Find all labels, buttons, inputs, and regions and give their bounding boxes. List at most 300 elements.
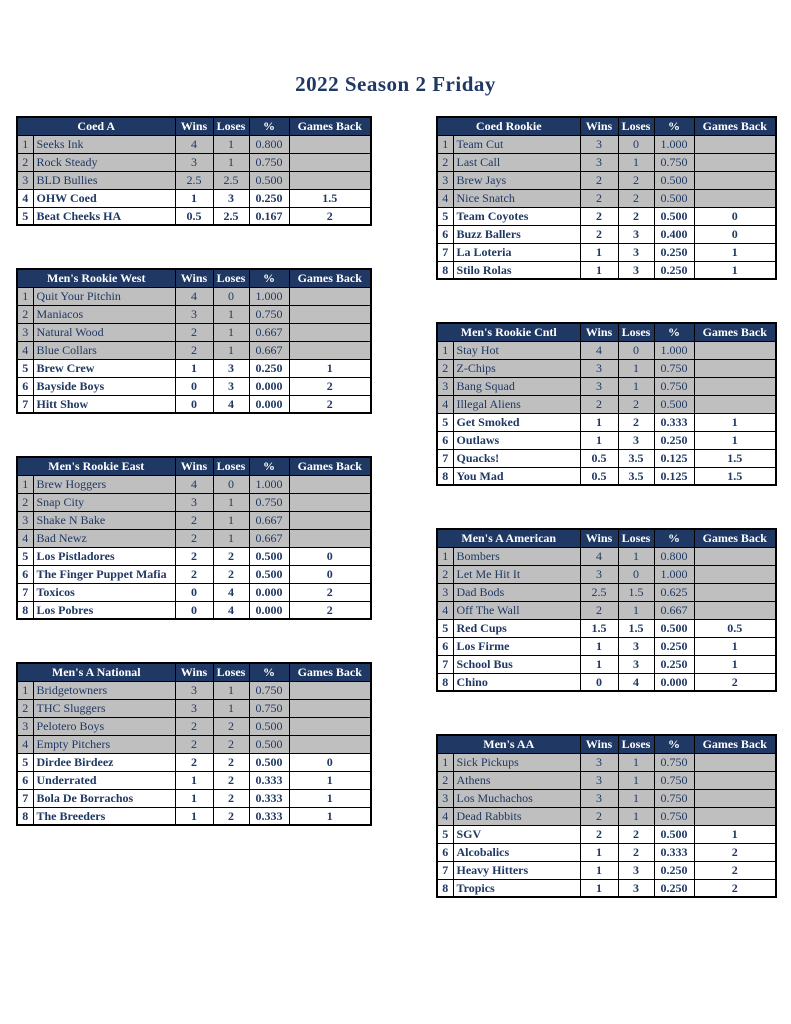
team-name-cell: Brew Jays xyxy=(453,171,580,189)
games-back-cell xyxy=(289,135,371,153)
pct-cell: 0.250 xyxy=(654,637,694,655)
loses-cell: 0 xyxy=(213,287,249,305)
column-header-loses: Loses xyxy=(618,323,654,341)
pct-cell: 0.250 xyxy=(654,861,694,879)
loses-cell: 3 xyxy=(618,861,654,879)
rank-cell: 3 xyxy=(437,583,453,601)
team-name-cell: Nice Snatch xyxy=(453,189,580,207)
column-header-loses: Loses xyxy=(213,663,249,681)
table-row xyxy=(437,789,776,807)
pct-cell: 0.333 xyxy=(249,771,289,789)
team-name-cell: Hitt Show xyxy=(33,395,175,413)
pct-cell: 0.667 xyxy=(249,511,289,529)
column-header-pct: % xyxy=(654,735,694,753)
rank-cell: 3 xyxy=(437,377,453,395)
games-back-cell: 0.5 xyxy=(694,619,776,637)
loses-cell: 1 xyxy=(213,511,249,529)
team-name-cell: Natural Wood xyxy=(33,323,175,341)
wins-cell: 3 xyxy=(175,153,213,171)
team-name-cell: The Finger Puppet Mafia xyxy=(33,565,175,583)
header-row xyxy=(17,117,371,135)
loses-cell: 1.5 xyxy=(618,583,654,601)
pct-cell: 0.000 xyxy=(249,395,289,413)
column-header-loses: Loses xyxy=(618,529,654,547)
table-row xyxy=(17,189,371,207)
standings-table-mens-rookie-cntl xyxy=(436,322,777,486)
wins-cell: 2 xyxy=(175,717,213,735)
pct-cell: 0.667 xyxy=(249,529,289,547)
table-row xyxy=(437,225,776,243)
games-back-cell: 1.5 xyxy=(694,449,776,467)
column-header-games-back: Games Back xyxy=(694,117,776,135)
loses-cell: 2 xyxy=(618,189,654,207)
wins-cell: 1 xyxy=(580,861,618,879)
table-row xyxy=(437,771,776,789)
loses-cell: 2 xyxy=(213,547,249,565)
pct-cell: 0.250 xyxy=(249,359,289,377)
table-row xyxy=(437,655,776,673)
team-name-cell: Let Me Hit It xyxy=(453,565,580,583)
column-header-games-back: Games Back xyxy=(694,323,776,341)
standings-table-mens-a-national xyxy=(16,662,372,826)
table-row xyxy=(17,771,371,789)
team-name-cell: Sick Pickups xyxy=(453,753,580,771)
table-row xyxy=(437,359,776,377)
table-row xyxy=(437,467,776,485)
table-row xyxy=(437,377,776,395)
pct-cell: 0.250 xyxy=(654,243,694,261)
table-row xyxy=(17,601,371,619)
loses-cell: 1 xyxy=(213,323,249,341)
rank-cell: 1 xyxy=(17,135,33,153)
pct-cell: 1.000 xyxy=(249,287,289,305)
pct-cell: 1.000 xyxy=(654,341,694,359)
pct-cell: 0.500 xyxy=(249,717,289,735)
left-column xyxy=(16,116,372,826)
rank-cell: 6 xyxy=(437,431,453,449)
rank-cell: 1 xyxy=(437,753,453,771)
division-title: Coed A xyxy=(17,117,175,135)
pct-cell: 0.500 xyxy=(654,825,694,843)
rank-cell: 5 xyxy=(17,207,33,225)
team-name-cell: Bayside Boys xyxy=(33,377,175,395)
table-row xyxy=(17,753,371,771)
wins-cell: 3 xyxy=(580,789,618,807)
games-back-cell: 1 xyxy=(694,655,776,673)
pct-cell: 0.500 xyxy=(654,171,694,189)
wins-cell: 1 xyxy=(175,789,213,807)
table-row xyxy=(17,529,371,547)
division-title: Men's Rookie West xyxy=(17,269,175,287)
team-name-cell: Los Muchachos xyxy=(453,789,580,807)
loses-cell: 2 xyxy=(213,753,249,771)
games-back-cell xyxy=(289,171,371,189)
table-row xyxy=(17,681,371,699)
wins-cell: 1 xyxy=(175,189,213,207)
column-header-pct: % xyxy=(249,117,289,135)
team-name-cell: Tropics xyxy=(453,879,580,897)
header-row xyxy=(437,117,776,135)
table-row xyxy=(437,879,776,897)
loses-cell: 3 xyxy=(618,243,654,261)
table-row xyxy=(17,511,371,529)
wins-cell: 4 xyxy=(175,135,213,153)
pct-cell: 0.500 xyxy=(654,395,694,413)
column-header-games-back: Games Back xyxy=(694,735,776,753)
pct-cell: 0.750 xyxy=(654,153,694,171)
table-row xyxy=(17,135,371,153)
wins-cell: 4 xyxy=(175,475,213,493)
games-back-cell xyxy=(289,699,371,717)
wins-cell: 0.5 xyxy=(580,467,618,485)
pct-cell: 0.750 xyxy=(249,493,289,511)
rank-cell: 2 xyxy=(437,771,453,789)
pct-cell: 0.500 xyxy=(654,619,694,637)
games-back-cell xyxy=(289,529,371,547)
column-header-pct: % xyxy=(654,117,694,135)
pct-cell: 0.333 xyxy=(249,807,289,825)
team-name-cell: Dead Rabbits xyxy=(453,807,580,825)
wins-cell: 0 xyxy=(580,673,618,691)
wins-cell: 1 xyxy=(580,243,618,261)
games-back-cell xyxy=(289,287,371,305)
column-header-loses: Loses xyxy=(618,735,654,753)
wins-cell: 1 xyxy=(580,431,618,449)
rank-cell: 4 xyxy=(17,735,33,753)
table-row xyxy=(437,673,776,691)
wins-cell: 3 xyxy=(580,753,618,771)
games-back-cell: 2 xyxy=(289,395,371,413)
pct-cell: 0.500 xyxy=(654,189,694,207)
team-name-cell: Quacks! xyxy=(453,449,580,467)
header-row xyxy=(437,323,776,341)
pct-cell: 0.750 xyxy=(249,699,289,717)
games-back-cell: 1.5 xyxy=(694,467,776,485)
rank-cell: 2 xyxy=(17,153,33,171)
wins-cell: 1 xyxy=(175,807,213,825)
team-name-cell: Team Coyotes xyxy=(453,207,580,225)
loses-cell: 1 xyxy=(213,135,249,153)
loses-cell: 4 xyxy=(618,673,654,691)
rank-cell: 1 xyxy=(437,135,453,153)
rank-cell: 4 xyxy=(17,341,33,359)
rank-cell: 4 xyxy=(17,529,33,547)
pct-cell: 0.250 xyxy=(654,655,694,673)
loses-cell: 3.5 xyxy=(618,449,654,467)
division-title: Men's AA xyxy=(437,735,580,753)
loses-cell: 3 xyxy=(618,225,654,243)
wins-cell: 2 xyxy=(175,323,213,341)
games-back-cell xyxy=(694,565,776,583)
loses-cell: 1 xyxy=(213,493,249,511)
table-row xyxy=(437,619,776,637)
games-back-cell xyxy=(289,305,371,323)
column-header-wins: Wins xyxy=(580,735,618,753)
table-row xyxy=(437,807,776,825)
team-name-cell: Chino xyxy=(453,673,580,691)
pct-cell: 0.400 xyxy=(654,225,694,243)
team-name-cell: School Bus xyxy=(453,655,580,673)
table-row xyxy=(17,287,371,305)
wins-cell: 2 xyxy=(175,565,213,583)
wins-cell: 2 xyxy=(580,807,618,825)
rank-cell: 7 xyxy=(437,861,453,879)
wins-cell: 2 xyxy=(580,207,618,225)
wins-cell: 1 xyxy=(175,359,213,377)
team-name-cell: Los Pobres xyxy=(33,601,175,619)
games-back-cell xyxy=(694,789,776,807)
column-header-pct: % xyxy=(249,269,289,287)
team-name-cell: Dad Bods xyxy=(453,583,580,601)
games-back-cell xyxy=(289,323,371,341)
pct-cell: 0.800 xyxy=(654,547,694,565)
loses-cell: 1 xyxy=(618,789,654,807)
rank-cell: 8 xyxy=(17,807,33,825)
table-row xyxy=(17,153,371,171)
loses-cell: 2 xyxy=(618,171,654,189)
pct-cell: 0.500 xyxy=(654,207,694,225)
team-name-cell: Buzz Ballers xyxy=(453,225,580,243)
pct-cell: 0.750 xyxy=(249,153,289,171)
games-back-cell xyxy=(694,377,776,395)
table-row xyxy=(437,547,776,565)
team-name-cell: Bombers xyxy=(453,547,580,565)
games-back-cell xyxy=(694,341,776,359)
table-row xyxy=(17,207,371,225)
loses-cell: 2 xyxy=(618,207,654,225)
wins-cell: 1 xyxy=(580,261,618,279)
games-back-cell xyxy=(289,493,371,511)
games-back-cell xyxy=(694,135,776,153)
rank-cell: 7 xyxy=(17,395,33,413)
rank-cell: 5 xyxy=(437,413,453,431)
team-name-cell: Dirdee Birdeez xyxy=(33,753,175,771)
rank-cell: 7 xyxy=(437,243,453,261)
games-back-cell: 2 xyxy=(289,601,371,619)
games-back-cell xyxy=(694,601,776,619)
loses-cell: 1 xyxy=(213,153,249,171)
pct-cell: 0.500 xyxy=(249,547,289,565)
pct-cell: 0.750 xyxy=(249,305,289,323)
loses-cell: 1 xyxy=(618,753,654,771)
games-back-cell xyxy=(694,753,776,771)
wins-cell: 3 xyxy=(580,135,618,153)
wins-cell: 2 xyxy=(175,547,213,565)
wins-cell: 3 xyxy=(580,153,618,171)
games-back-cell: 0 xyxy=(694,207,776,225)
games-back-cell xyxy=(289,681,371,699)
table-row xyxy=(17,789,371,807)
rank-cell: 8 xyxy=(17,601,33,619)
pct-cell: 0.750 xyxy=(654,753,694,771)
header-row xyxy=(17,457,371,475)
games-back-cell: 0 xyxy=(289,753,371,771)
wins-cell: 1 xyxy=(580,413,618,431)
games-back-cell xyxy=(289,511,371,529)
rank-cell: 5 xyxy=(17,753,33,771)
standings-table-mens-rookie-east xyxy=(16,456,372,620)
column-header-games-back: Games Back xyxy=(694,529,776,547)
pct-cell: 0.750 xyxy=(249,681,289,699)
wins-cell: 3 xyxy=(580,565,618,583)
table-row xyxy=(437,431,776,449)
loses-cell: 1.5 xyxy=(618,619,654,637)
rank-cell: 7 xyxy=(437,655,453,673)
team-name-cell: Los Pistladores xyxy=(33,547,175,565)
wins-cell: 2 xyxy=(580,189,618,207)
rank-cell: 5 xyxy=(17,547,33,565)
loses-cell: 0 xyxy=(618,135,654,153)
team-name-cell: Rock Steady xyxy=(33,153,175,171)
table-row xyxy=(17,305,371,323)
column-header-games-back: Games Back xyxy=(289,117,371,135)
team-name-cell: Pelotero Boys xyxy=(33,717,175,735)
loses-cell: 1 xyxy=(213,341,249,359)
wins-cell: 0.5 xyxy=(175,207,213,225)
column-header-loses: Loses xyxy=(213,457,249,475)
table-row xyxy=(437,413,776,431)
loses-cell: 3 xyxy=(618,261,654,279)
header-row xyxy=(17,663,371,681)
team-name-cell: OHW Coed xyxy=(33,189,175,207)
table-row xyxy=(17,395,371,413)
right-column xyxy=(436,116,777,898)
column-header-wins: Wins xyxy=(580,117,618,135)
loses-cell: 3 xyxy=(213,377,249,395)
team-name-cell: Los Firme xyxy=(453,637,580,655)
games-back-cell: 0 xyxy=(289,565,371,583)
standings-table-coed-a xyxy=(16,116,372,226)
wins-cell: 3 xyxy=(175,305,213,323)
rank-cell: 7 xyxy=(437,449,453,467)
games-back-cell: 2 xyxy=(289,207,371,225)
pct-cell: 0.750 xyxy=(654,377,694,395)
team-name-cell: Snap City xyxy=(33,493,175,511)
team-name-cell: SGV xyxy=(453,825,580,843)
loses-cell: 4 xyxy=(213,395,249,413)
loses-cell: 1 xyxy=(618,601,654,619)
rank-cell: 6 xyxy=(437,843,453,861)
rank-cell: 7 xyxy=(17,789,33,807)
pct-cell: 0.250 xyxy=(654,261,694,279)
games-back-cell: 1 xyxy=(289,807,371,825)
table-row xyxy=(437,261,776,279)
rank-cell: 1 xyxy=(17,475,33,493)
column-header-wins: Wins xyxy=(580,529,618,547)
column-header-loses: Loses xyxy=(213,117,249,135)
loses-cell: 2 xyxy=(618,413,654,431)
table-row xyxy=(17,699,371,717)
column-header-loses: Loses xyxy=(618,117,654,135)
rank-cell: 6 xyxy=(17,377,33,395)
pct-cell: 0.000 xyxy=(654,673,694,691)
rank-cell: 2 xyxy=(437,565,453,583)
team-name-cell: Beat Cheeks HA xyxy=(33,207,175,225)
team-name-cell: Toxicos xyxy=(33,583,175,601)
table-row xyxy=(437,207,776,225)
rank-cell: 6 xyxy=(17,565,33,583)
games-back-cell xyxy=(289,153,371,171)
wins-cell: 2 xyxy=(580,825,618,843)
loses-cell: 1 xyxy=(618,807,654,825)
team-name-cell: The Breeders xyxy=(33,807,175,825)
wins-cell: 2 xyxy=(175,529,213,547)
table-row xyxy=(17,583,371,601)
games-back-cell xyxy=(694,547,776,565)
header-row xyxy=(17,269,371,287)
wins-cell: 3 xyxy=(580,359,618,377)
team-name-cell: Off The Wall xyxy=(453,601,580,619)
standings-table-mens-rookie-west xyxy=(16,268,372,414)
team-name-cell: Brew Crew xyxy=(33,359,175,377)
games-back-cell xyxy=(289,735,371,753)
table-row xyxy=(437,395,776,413)
table-row xyxy=(437,243,776,261)
loses-cell: 2 xyxy=(213,789,249,807)
games-back-cell: 1 xyxy=(694,637,776,655)
table-row xyxy=(437,449,776,467)
table-row xyxy=(17,475,371,493)
team-name-cell: Bang Squad xyxy=(453,377,580,395)
wins-cell: 1 xyxy=(580,843,618,861)
team-name-cell: Blue Collars xyxy=(33,341,175,359)
table-row xyxy=(437,861,776,879)
rank-cell: 3 xyxy=(17,511,33,529)
column-header-wins: Wins xyxy=(175,663,213,681)
table-row xyxy=(437,171,776,189)
rank-cell: 2 xyxy=(17,305,33,323)
rank-cell: 5 xyxy=(437,825,453,843)
rank-cell: 8 xyxy=(437,879,453,897)
team-name-cell: Red Cups xyxy=(453,619,580,637)
games-back-cell: 2 xyxy=(289,583,371,601)
pct-cell: 0.667 xyxy=(249,323,289,341)
team-name-cell: Team Cut xyxy=(453,135,580,153)
wins-cell: 3 xyxy=(175,681,213,699)
rank-cell: 8 xyxy=(437,467,453,485)
table-row xyxy=(437,153,776,171)
wins-cell: 4 xyxy=(580,547,618,565)
pct-cell: 1.000 xyxy=(654,135,694,153)
loses-cell: 0 xyxy=(213,475,249,493)
table-row xyxy=(17,377,371,395)
table-row xyxy=(17,547,371,565)
table-row xyxy=(437,637,776,655)
wins-cell: 3 xyxy=(175,699,213,717)
pct-cell: 0.333 xyxy=(654,413,694,431)
loses-cell: 2 xyxy=(213,717,249,735)
pct-cell: 0.125 xyxy=(654,449,694,467)
rank-cell: 4 xyxy=(437,601,453,619)
rank-cell: 2 xyxy=(17,493,33,511)
team-name-cell: Bridgetowners xyxy=(33,681,175,699)
games-back-cell: 2 xyxy=(694,879,776,897)
wins-cell: 3 xyxy=(175,493,213,511)
wins-cell: 4 xyxy=(175,287,213,305)
team-name-cell: Get Smoked xyxy=(453,413,580,431)
rank-cell: 3 xyxy=(17,323,33,341)
rank-cell: 4 xyxy=(437,807,453,825)
column-header-pct: % xyxy=(249,457,289,475)
rank-cell: 7 xyxy=(17,583,33,601)
wins-cell: 1 xyxy=(580,655,618,673)
column-header-games-back: Games Back xyxy=(289,269,371,287)
loses-cell: 1 xyxy=(213,305,249,323)
table-row xyxy=(437,189,776,207)
column-header-wins: Wins xyxy=(175,457,213,475)
column-header-pct: % xyxy=(249,663,289,681)
wins-cell: 2.5 xyxy=(175,171,213,189)
